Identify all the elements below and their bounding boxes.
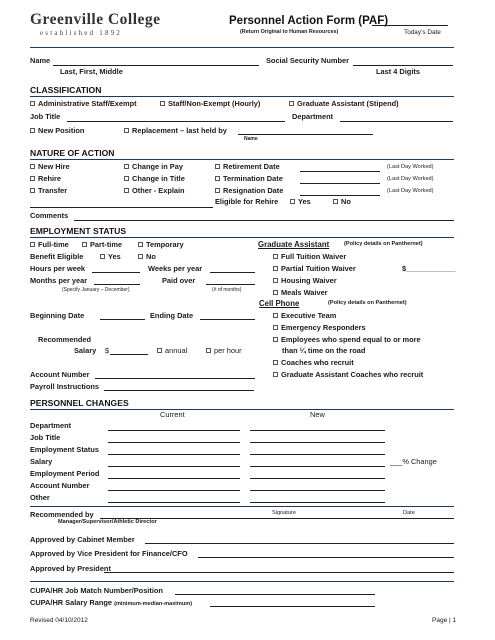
comments-field[interactable] xyxy=(74,220,454,221)
personnel-heading: PERSONNEL CHANGES xyxy=(30,398,129,408)
current-value-field[interactable] xyxy=(108,430,240,431)
checkbox-icon[interactable] xyxy=(273,290,278,295)
exec-team-label: Executive Team xyxy=(281,311,337,320)
partial-tuition-label: Partial Tuition Waiver xyxy=(281,264,356,273)
paid-over-field[interactable] xyxy=(206,284,255,285)
college-logo-established: established 1892 xyxy=(40,29,123,37)
president-approval-label: Approved by President xyxy=(30,564,111,573)
cupa-salary-range-text: CUPA/HR Salary Range xyxy=(30,598,113,607)
replacement-label: Replacement – last held by xyxy=(132,126,227,135)
coaches-option[interactable] xyxy=(273,359,354,366)
annual-option[interactable] xyxy=(157,347,187,354)
name-field[interactable] xyxy=(53,65,259,66)
cupa-salary-range-sub: (minimum-median-maximum) xyxy=(114,601,193,607)
job-title-field[interactable] xyxy=(67,121,285,122)
classification-divider xyxy=(30,96,454,97)
personnel-row-label: Department xyxy=(30,421,72,430)
checkbox-icon[interactable] xyxy=(273,254,278,259)
checkbox-icon[interactable] xyxy=(273,266,278,271)
cabinet-approval-label: Approved by Cabinet Member xyxy=(30,535,135,544)
replacement-name-hint: Name xyxy=(244,136,258,142)
personnel-row-label: Employment Period xyxy=(30,469,100,478)
checkbox-icon[interactable] xyxy=(206,348,211,353)
personnel-bottom-divider xyxy=(30,506,454,507)
checkbox-icon[interactable] xyxy=(289,101,294,106)
grad-assistant-label: Graduate Assistant (Stipend) xyxy=(297,99,399,108)
checkbox-icon[interactable] xyxy=(138,242,143,247)
ssn-label: Social Security Number xyxy=(266,56,349,65)
job-title-label: Job Title xyxy=(30,112,61,121)
cabinet-approval-field[interactable] xyxy=(145,543,454,544)
beginning-date-label: Beginning Date xyxy=(30,311,85,320)
annual-label: annual xyxy=(165,346,188,355)
eligible-rehire-label: Eligible for Rehire xyxy=(215,197,279,206)
rehire-yes-label: Yes xyxy=(298,197,311,206)
rehire-no-option[interactable] xyxy=(333,198,351,205)
rehire-yes-option[interactable] xyxy=(290,198,311,205)
todays-date-field[interactable] xyxy=(372,25,448,26)
termination-label: Termination Date xyxy=(223,174,283,183)
rehire-no-label: No xyxy=(341,197,351,206)
partial-tuition-option[interactable] xyxy=(273,265,356,272)
explain-field[interactable] xyxy=(30,207,213,208)
checkbox-icon[interactable] xyxy=(124,164,129,169)
weeks-per-year-label: Weeks per year xyxy=(148,264,203,273)
checkbox-icon[interactable] xyxy=(124,188,129,193)
part-time-label: Part-time xyxy=(90,240,123,249)
benefit-eligible-label: Benefit Eligible xyxy=(30,252,84,261)
header-divider xyxy=(30,47,454,48)
form-subtitle: (Return Original to Human Resources) xyxy=(240,29,339,35)
current-value-field[interactable] xyxy=(108,442,240,443)
cell-phone-policy: (Policy details on Panthernet) xyxy=(328,300,407,306)
cell-phone-title: Cell Phone xyxy=(259,299,300,308)
approvals-divider xyxy=(30,581,454,582)
nature-divider xyxy=(30,159,454,160)
road-time-label: Employees who spend equal to or more xyxy=(281,335,421,344)
recommended-label: Recommended xyxy=(38,335,91,344)
revised-date: Revised 04/10/2012 xyxy=(30,617,88,624)
checkbox-icon[interactable] xyxy=(30,188,35,193)
personnel-row-label: Employment Status xyxy=(30,445,99,454)
last-day-hint: (Last Day Worked) xyxy=(387,176,434,182)
checkbox-icon[interactable] xyxy=(273,360,278,365)
department-field[interactable] xyxy=(340,121,453,122)
current-value-field[interactable] xyxy=(108,466,240,467)
months-per-year-label: Months per year xyxy=(30,276,88,285)
per-hour-label: per hour xyxy=(214,346,242,355)
retirement-label: Retirement Date xyxy=(223,162,280,171)
paid-over-label: Paid over xyxy=(162,276,196,285)
replacement-option[interactable] xyxy=(124,127,227,134)
page-number: Page | 1 xyxy=(432,617,457,624)
new-position-label: New Position xyxy=(38,126,85,135)
change-title-label: Change in Title xyxy=(132,174,185,183)
ending-date-label: Ending Date xyxy=(150,311,194,320)
current-value-field[interactable] xyxy=(108,454,240,455)
grad-assistant-option[interactable] xyxy=(289,100,399,107)
account-number-label: Account Number xyxy=(30,370,90,379)
name-hint: Last, First, Middle xyxy=(60,67,123,76)
checkbox-icon[interactable] xyxy=(157,348,162,353)
comments-label: Comments xyxy=(30,211,69,220)
new-hire-label: New Hire xyxy=(38,162,70,171)
checkbox-icon[interactable] xyxy=(215,164,220,169)
checkbox-icon[interactable] xyxy=(273,278,278,283)
new-value-field[interactable] xyxy=(250,466,385,467)
current-column-header: Current xyxy=(160,410,185,419)
salary-dollar: $ xyxy=(105,346,110,355)
road-time-option[interactable] xyxy=(273,336,421,343)
exec-team-option[interactable] xyxy=(273,312,336,319)
new-value-field[interactable] xyxy=(250,478,385,479)
checkbox-icon[interactable] xyxy=(215,188,220,193)
checkbox-icon[interactable] xyxy=(333,199,338,204)
ga-coaches-label: Graduate Assistant Coaches who recruit xyxy=(281,370,424,379)
checkbox-icon[interactable] xyxy=(273,325,278,330)
change-pay-option[interactable] xyxy=(124,163,183,170)
new-value-field[interactable] xyxy=(250,442,385,443)
personnel-divider xyxy=(30,409,454,410)
coaches-label: Coaches who recruit xyxy=(281,358,354,367)
benefit-yes-option[interactable] xyxy=(100,253,121,260)
ending-date-field[interactable] xyxy=(200,319,255,320)
classification-heading: CLASSIFICATION xyxy=(30,85,102,95)
cupa-job-match-label: CUPA/HR Job Match Number/Position xyxy=(30,586,163,595)
form-title: Personnel Action Form (PAF) xyxy=(229,15,389,27)
new-position-option[interactable] xyxy=(30,127,84,134)
ssn-field[interactable] xyxy=(353,65,453,66)
num-months-hint: (# of months) xyxy=(212,287,242,293)
salary-label: Salary xyxy=(74,346,97,355)
full-tuition-option[interactable] xyxy=(273,253,346,260)
checkbox-icon[interactable] xyxy=(82,242,87,247)
checkbox-icon[interactable] xyxy=(273,337,278,342)
specify-months-hint: (Specify January – December) xyxy=(62,287,130,293)
employment-heading: EMPLOYMENT STATUS xyxy=(30,226,127,236)
checkbox-icon[interactable] xyxy=(30,164,35,169)
cupa-salary-range-label xyxy=(30,599,192,608)
cupa-salary-range-field[interactable] xyxy=(210,606,375,607)
other-explain-option[interactable] xyxy=(124,187,185,194)
checkbox-icon[interactable] xyxy=(30,176,35,181)
benefit-no-option[interactable] xyxy=(138,253,156,260)
replacement-name-field[interactable] xyxy=(238,134,373,135)
new-value-field[interactable] xyxy=(250,502,385,503)
checkbox-icon[interactable] xyxy=(160,101,165,106)
checkbox-icon[interactable] xyxy=(124,176,129,181)
college-logo-name: Greenville College xyxy=(30,11,161,28)
checkbox-icon[interactable] xyxy=(30,128,35,133)
payroll-instructions-label: Payroll Instructions xyxy=(30,382,99,391)
todays-date-label: Today’s Date xyxy=(404,29,441,36)
full-time-option[interactable] xyxy=(30,241,69,248)
emergency-option[interactable] xyxy=(273,324,366,331)
partial-tuition-amount[interactable]: $____________ xyxy=(402,264,456,273)
other-explain-label: Other - Explain xyxy=(132,186,185,195)
rehire-option[interactable] xyxy=(30,175,61,182)
personnel-row-label: Account Number xyxy=(30,481,90,490)
housing-option[interactable] xyxy=(273,277,337,284)
new-column-header: New xyxy=(310,410,325,419)
change-title-option[interactable] xyxy=(124,175,185,182)
current-value-field[interactable] xyxy=(108,478,240,479)
checkbox-icon[interactable] xyxy=(138,254,143,259)
months-per-year-field[interactable] xyxy=(94,284,140,285)
checkbox-icon[interactable] xyxy=(30,242,35,247)
hourly-staff-option[interactable] xyxy=(160,100,260,107)
current-value-field[interactable] xyxy=(108,490,240,491)
admin-staff-option[interactable] xyxy=(30,100,137,107)
signature-header: Signature xyxy=(272,510,296,516)
termination-date-field[interactable] xyxy=(300,183,380,184)
benefit-yes-label: Yes xyxy=(108,252,121,261)
road-time-label-2: than ¼ time on the road xyxy=(282,346,366,355)
resignation-date-field[interactable] xyxy=(300,195,380,196)
temporary-label: Temporary xyxy=(146,240,184,249)
department-label: Department xyxy=(292,112,334,121)
ssn-hint: Last 4 Digits xyxy=(376,67,420,76)
current-value-field[interactable] xyxy=(108,502,240,503)
housing-label: Housing Waiver xyxy=(281,276,337,285)
rehire-label: Rehire xyxy=(38,174,62,183)
date-header: Date xyxy=(403,510,415,516)
cupa-job-match-field[interactable] xyxy=(175,594,375,595)
retirement-date-field[interactable] xyxy=(300,171,380,172)
new-value-field[interactable] xyxy=(250,430,385,431)
percent-change-field[interactable]: ___% Change xyxy=(390,457,437,466)
checkbox-icon[interactable] xyxy=(30,101,35,106)
resignation-label: Resignation Date xyxy=(223,186,284,195)
recommended-by-sub: Manager/Supervisor/Athletic Director xyxy=(58,519,157,525)
last-day-hint: (Last Day Worked) xyxy=(387,188,434,194)
termination-option[interactable] xyxy=(215,175,283,182)
salary-field[interactable] xyxy=(110,354,148,355)
checkbox-icon[interactable] xyxy=(273,313,278,318)
new-hire-option[interactable] xyxy=(30,163,70,170)
personnel-row-label: Salary xyxy=(30,457,53,466)
part-time-option[interactable] xyxy=(82,241,122,248)
recommended-by-label: Recommended by xyxy=(30,510,94,519)
personnel-row-label: Job Title xyxy=(30,433,61,442)
checkbox-icon[interactable] xyxy=(124,128,129,133)
admin-staff-label: Administrative Staff/Exempt xyxy=(38,99,137,108)
hourly-staff-label: Staff/Non-Exempt (Hourly) xyxy=(168,99,261,108)
checkbox-icon[interactable] xyxy=(273,372,278,377)
benefit-no-label: No xyxy=(146,252,156,261)
transfer-label: Transfer xyxy=(38,186,68,195)
transfer-option[interactable] xyxy=(30,187,67,194)
personnel-row-label: Other xyxy=(30,493,50,502)
ga-coaches-option[interactable] xyxy=(273,371,423,378)
meals-option[interactable] xyxy=(273,289,328,296)
full-tuition-label: Full Tuition Waiver xyxy=(281,252,347,261)
beginning-date-field[interactable] xyxy=(100,319,145,320)
meals-label: Meals Waiver xyxy=(281,288,328,297)
checkbox-icon[interactable] xyxy=(290,199,295,204)
full-time-label: Full-time xyxy=(38,240,69,249)
new-value-field[interactable] xyxy=(250,454,385,455)
per-hour-option[interactable] xyxy=(206,347,242,354)
change-pay-label: Change in Pay xyxy=(132,162,183,171)
vp-approval-label: Approved by Vice President for Finance/CFO xyxy=(30,549,188,558)
temporary-option[interactable] xyxy=(138,241,184,248)
retirement-option[interactable] xyxy=(215,163,280,170)
account-number-field[interactable] xyxy=(95,378,255,379)
checkbox-icon[interactable] xyxy=(100,254,105,259)
weeks-per-year-field[interactable] xyxy=(210,272,255,273)
hours-per-week-label: Hours per week xyxy=(30,264,86,273)
last-day-hint: (Last Day Worked) xyxy=(387,164,434,170)
hours-per-week-field[interactable] xyxy=(92,272,140,273)
checkbox-icon[interactable] xyxy=(215,176,220,181)
name-label: Name xyxy=(30,56,51,65)
employment-divider xyxy=(30,237,454,238)
vp-approval-field[interactable] xyxy=(198,557,454,558)
payroll-instructions-field[interactable] xyxy=(104,390,254,391)
grad-assistant-title: Graduate Assistant xyxy=(258,240,330,249)
new-value-field[interactable] xyxy=(250,490,385,491)
emergency-label: Emergency Responders xyxy=(281,323,366,332)
resignation-option[interactable] xyxy=(215,187,283,194)
nature-heading: NATURE OF ACTION xyxy=(30,148,115,158)
president-approval-field[interactable] xyxy=(104,572,454,573)
grad-assistant-policy: (Policy details on Panthernet) xyxy=(344,241,423,247)
